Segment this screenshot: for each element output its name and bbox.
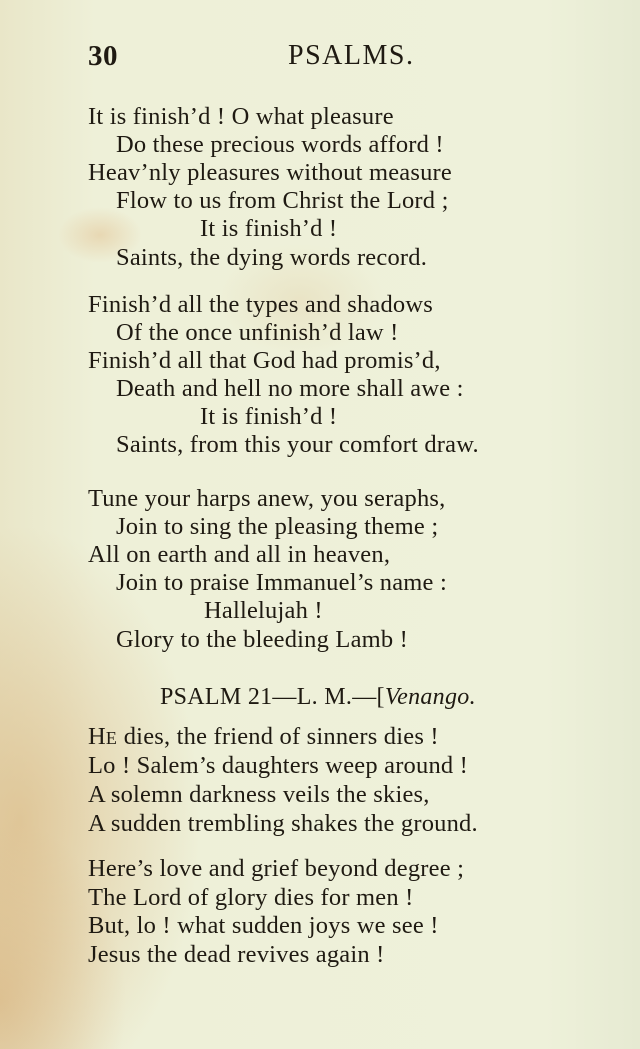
verse-line: Tune your harps anew, you seraphs,: [88, 485, 446, 512]
psalm-heading: [160, 684, 476, 711]
verse-line: A solemn darkness veils the skies,: [88, 781, 430, 808]
verse-line: Saints, the dying words record.: [116, 244, 428, 271]
verse-line: Do these precious words afford !: [116, 131, 444, 158]
small-caps: E: [105, 728, 118, 748]
verse-line: Glory to the bleeding Lamb !: [116, 626, 409, 653]
verse-line: A sudden trembling shakes the ground.: [88, 810, 478, 837]
verse-line: Here’s love and grief beyond degree ;: [88, 855, 465, 882]
verse-line: Death and hell no more shall awe :: [116, 375, 464, 402]
verse-line: Finish’d all that God had promis’d,: [88, 347, 441, 374]
verse-line: Jesus the dead revives again !: [88, 941, 385, 968]
verse-line: All on earth and all in heaven,: [88, 541, 391, 568]
running-title: PSALMS.: [288, 40, 415, 71]
line-text: dies, the friend of sinners dies !: [117, 723, 439, 750]
verse-line: But, lo ! what sudden joys we see !: [88, 912, 439, 939]
verse-line: Saints, from this your comfort draw.: [116, 431, 479, 458]
page-number: 30: [88, 40, 118, 72]
verse-line: Finish’d all the types and shadows: [88, 291, 434, 318]
psalm-title: PSALM 21—L. M.—[: [160, 684, 385, 710]
verse-line: Of the once unfinish’d law !: [116, 319, 399, 346]
verse-line: The Lord of glory dies for men !: [88, 884, 414, 911]
verse-line: Join to praise Immanuel’s name :: [116, 569, 447, 596]
verse-line: Hallelujah !: [204, 597, 323, 624]
tune-name: Venango.: [384, 684, 476, 710]
verse-line: It is finish’d !: [200, 403, 338, 430]
page-header: [88, 40, 548, 80]
verse-line: It is finish’d !: [200, 215, 338, 242]
verse-line: Lo ! Salem’s daughters weep around !: [88, 752, 469, 779]
verse-line: Join to sing the pleasing theme ;: [116, 513, 439, 540]
verse-line: Flow to us from Christ the Lord ;: [116, 187, 449, 214]
verse-line: It is finish’d ! O what pleasure: [88, 103, 394, 130]
verse-line: Heav’nly pleasures without measure: [88, 159, 452, 186]
drop-initial: H: [88, 723, 106, 750]
verse-line: [88, 723, 439, 752]
